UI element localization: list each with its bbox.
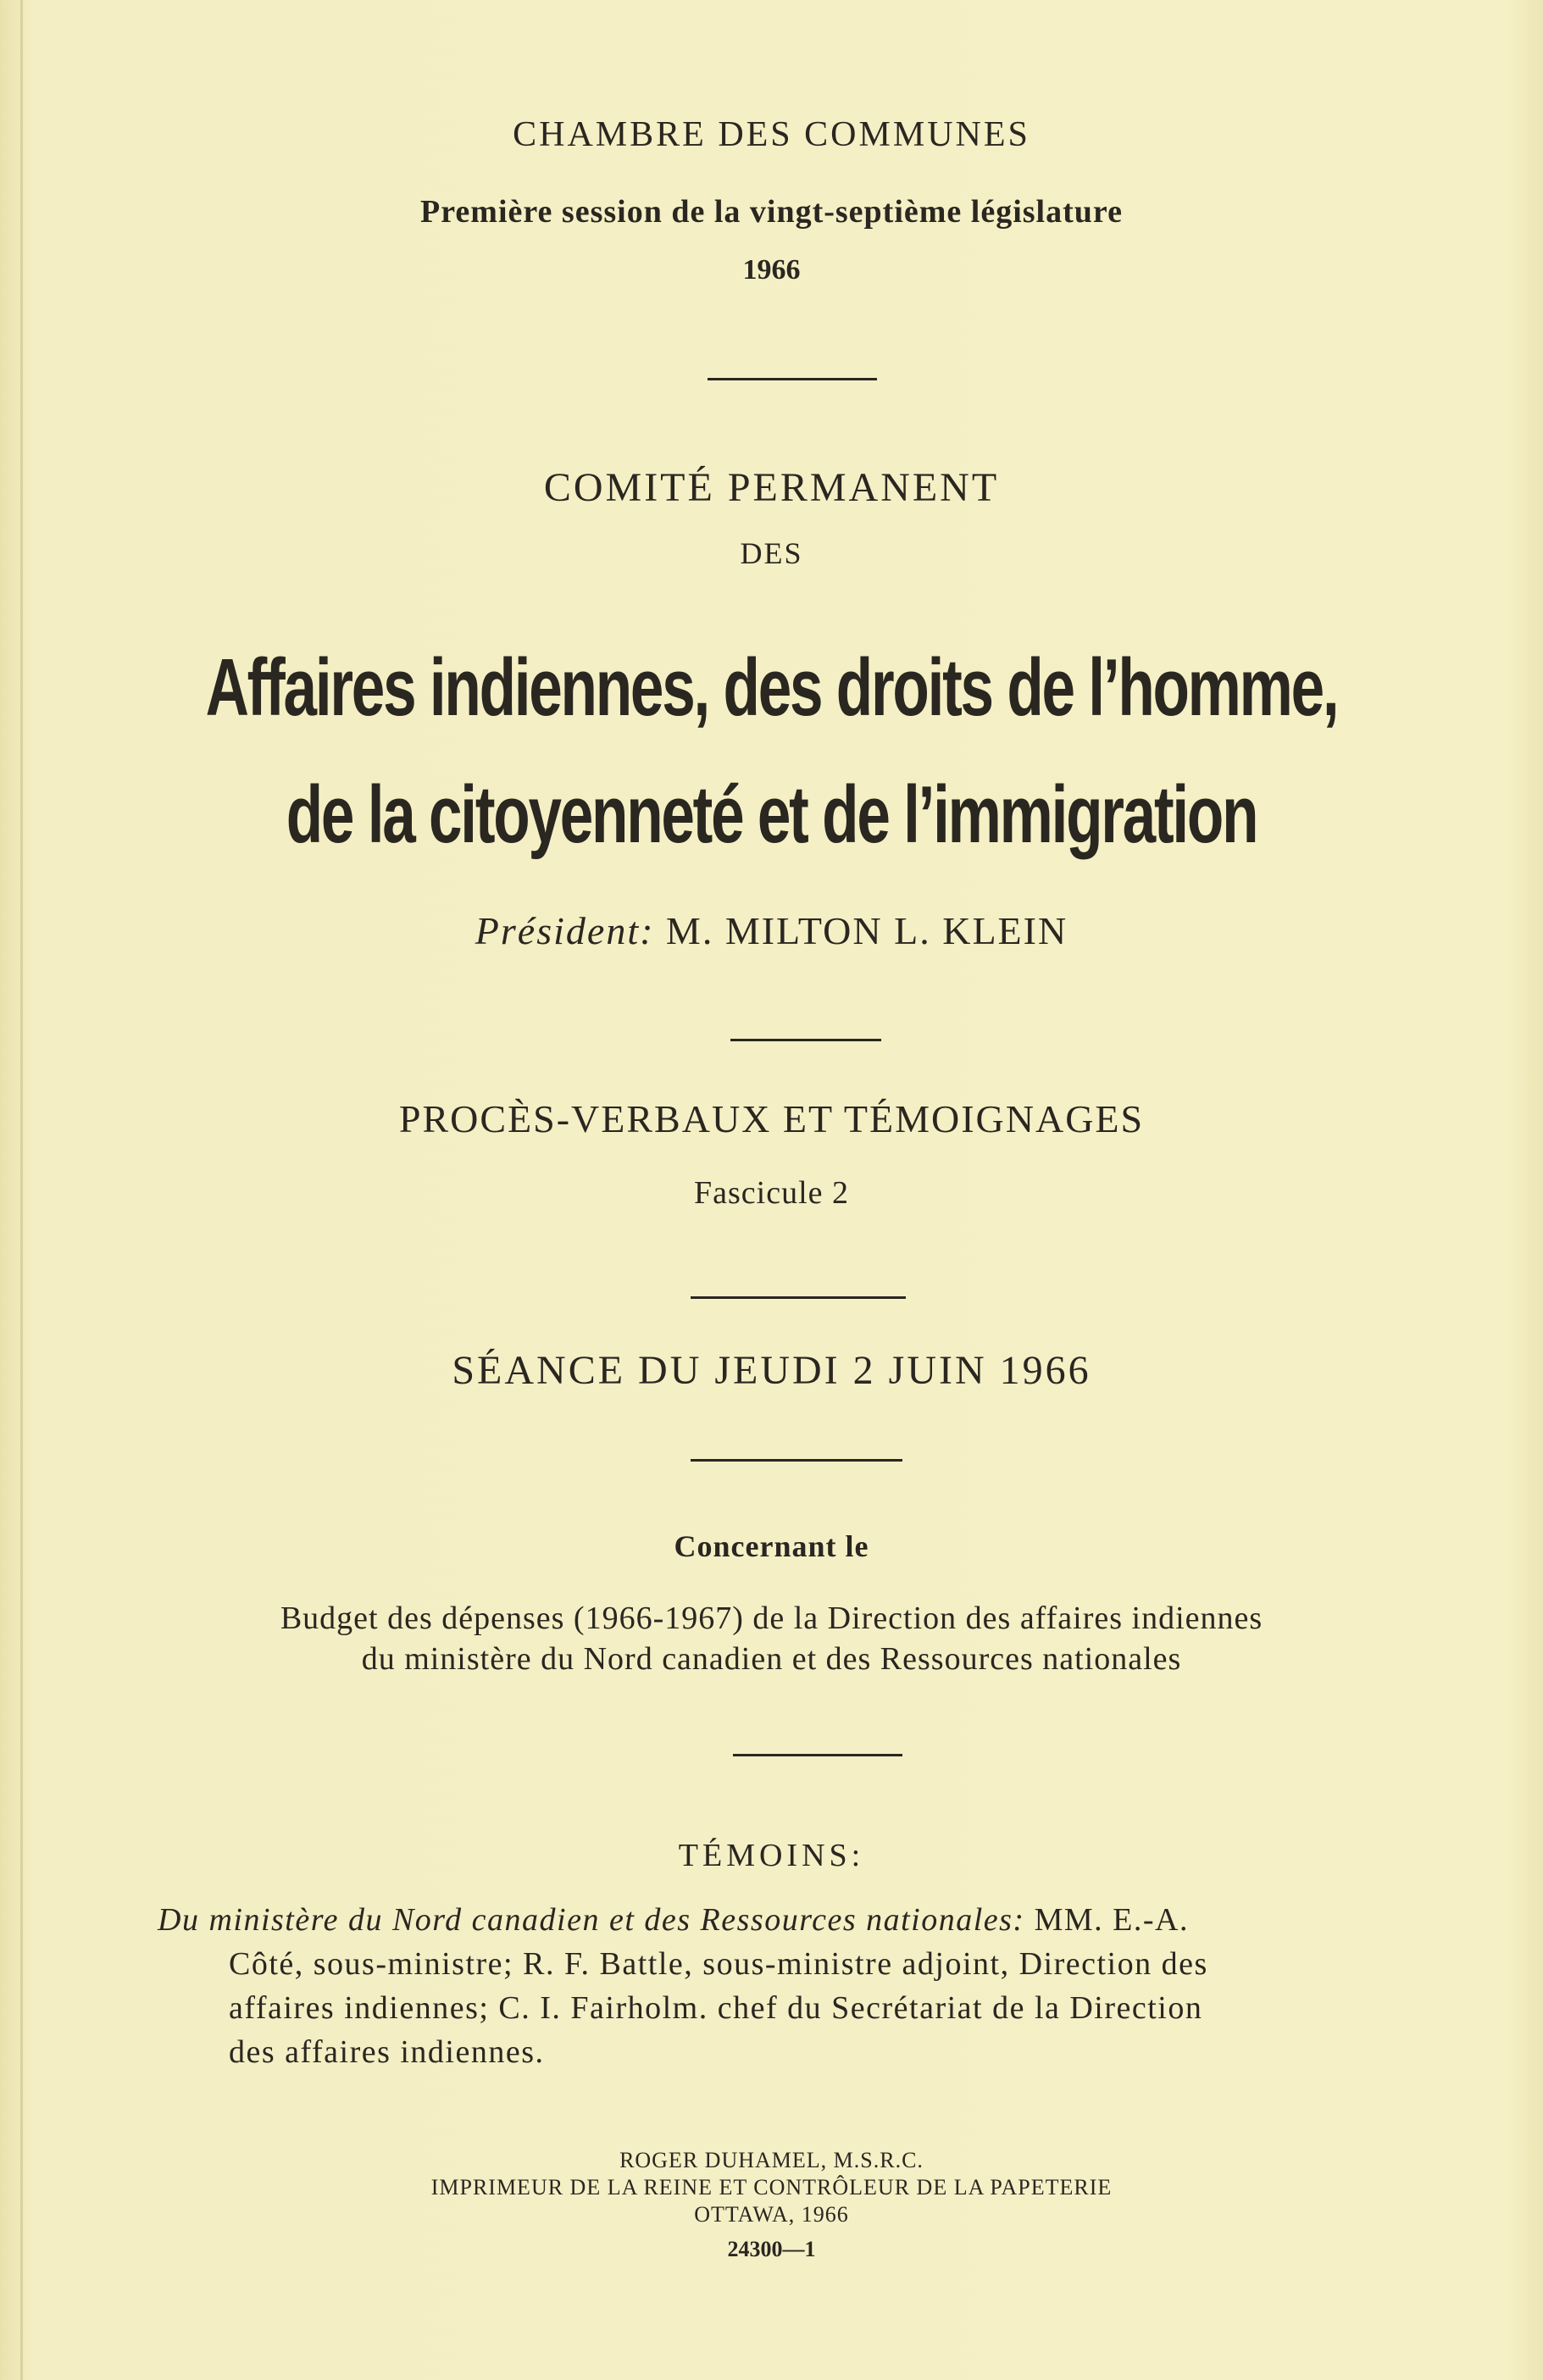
divider — [730, 1039, 881, 1041]
proceedings-title: PROCÈS-VERBAUX ET TÉMOIGNAGES — [398, 1097, 1145, 1140]
president-label: Président: — [475, 909, 655, 952]
witness-line1 — [158, 1898, 1446, 1942]
session-year: 1966 — [742, 254, 801, 286]
witnesses-list — [158, 1898, 1446, 2074]
sitting-date: SÉANCE DU JEUDI 2 JUIN 1966 — [452, 1348, 1091, 1393]
ministry-name: Du ministère du Nord canadien et des Ressources nationales: — [158, 1902, 1025, 1938]
subject-line1: Budget des dépenses (1966-1967) de la Direction des affaires indiennes — [280, 1601, 1263, 1636]
divider — [708, 378, 877, 380]
subject-line2: du ministère du Nord canadien et des Ressources nationales — [361, 1641, 1182, 1677]
president-name: M. MILTON L. KLEIN — [665, 909, 1068, 952]
concerning-label: Concernant le — [674, 1529, 869, 1563]
session-line: Première session de la vingt-septième législature — [420, 194, 1123, 230]
imprint-line2: IMPRIMEUR DE LA REINE ET CONTRÔLEUR DE LA PAPETERIE — [430, 2175, 1113, 2200]
committee-title-line2: de la citoyenneté et de l’immigration — [286, 769, 1257, 860]
issue-number: Fascicule 2 — [693, 1175, 849, 1211]
divider — [691, 1459, 902, 1462]
president-line — [0, 908, 1543, 953]
divider — [691, 1296, 906, 1299]
subject-text — [0, 1598, 1543, 1679]
imprint-line1: ROGER DUHAMEL, M.S.R.C. — [619, 2148, 924, 2172]
printer-imprint — [0, 2147, 1543, 2228]
imprint-line3: OTTAWA, 1966 — [694, 2202, 849, 2227]
witness-line3: affaires indiennes; C. I. Fairholm. chef du Secrétariat de la Direction — [229, 1990, 1203, 2026]
committee-title-line1: Affaires indiennes, des droits de l’homme, — [205, 642, 1338, 733]
divider — [733, 1754, 902, 1756]
committee-heading: COMITÉ PERMANENT — [543, 465, 1000, 510]
stock-number: 24300—1 — [727, 2237, 816, 2261]
chamber-title: CHAMBRE DES COMMUNES — [513, 115, 1030, 154]
witness-line4: des affaires indiennes. — [229, 2034, 545, 2070]
witness-line2: Côté, sous-ministre; R. F. Battle, sous-ministre adjoint, Direction des — [229, 1946, 1208, 1982]
committee-des: DES — [740, 536, 803, 570]
witnesses-heading: TÉMOINS: — [678, 1838, 865, 1873]
witness-names-start: MM. E.-A. — [1034, 1902, 1189, 1938]
